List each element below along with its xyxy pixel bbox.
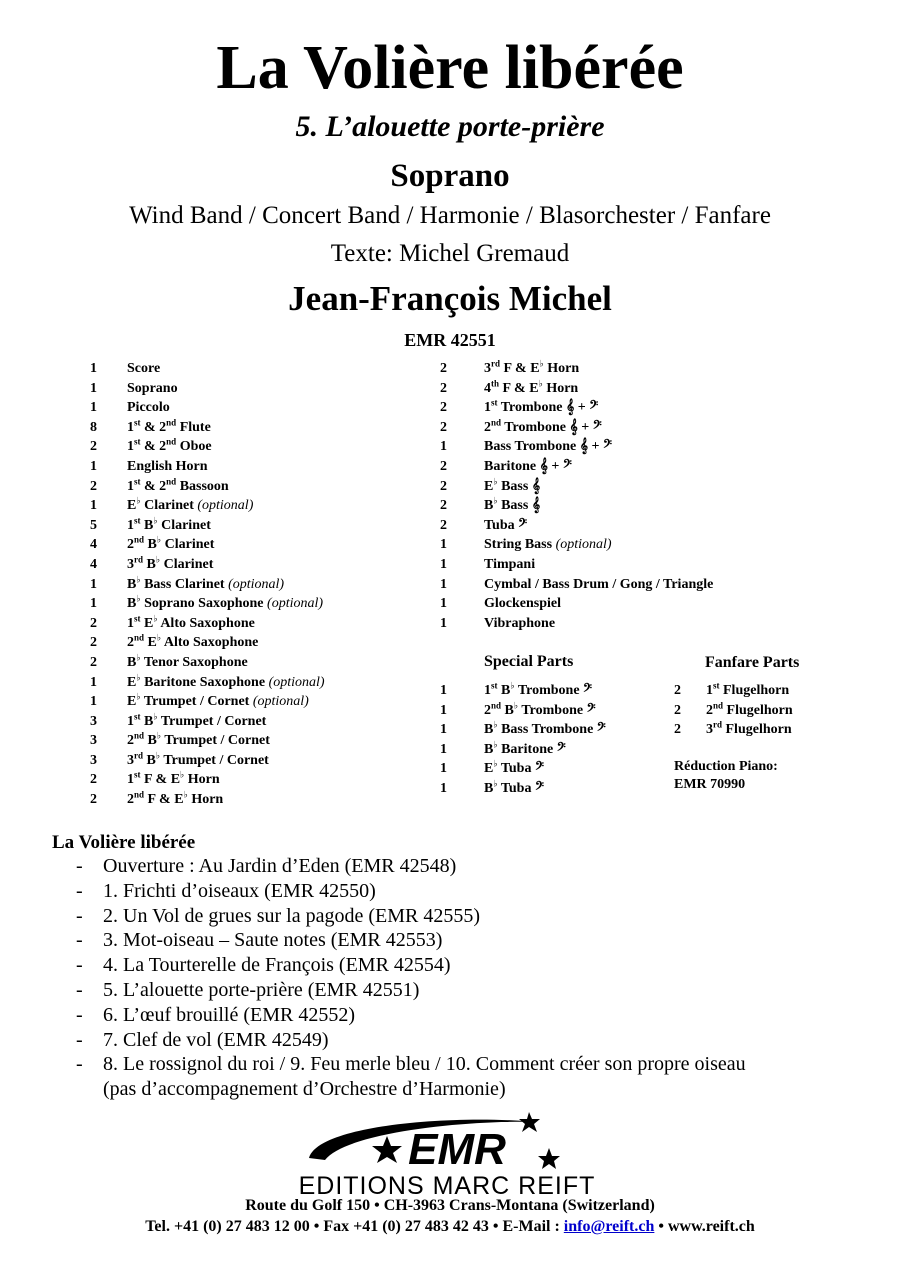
list-dash: - [76, 879, 83, 902]
part-quantity: 2 [674, 683, 681, 698]
part-quantity: 2 [440, 419, 447, 435]
part-name: Soprano [390, 158, 510, 194]
part-quantity: 2 [90, 772, 97, 788]
page-title: La Volière libérée [216, 34, 684, 102]
instrument-name: B♭ Bass 𝄞 [484, 495, 541, 514]
instrument-name: Tuba 𝄢 [484, 517, 528, 533]
composer: Jean-François Michel [288, 279, 612, 318]
part-quantity: 1 [440, 761, 447, 777]
instrument-name: E♭ Clarinet (optional) [127, 495, 254, 514]
instrument-name: String Bass (optional) [484, 537, 612, 553]
series-item-text: 5. L’alouette porte-prière (EMR 42551) [103, 978, 420, 1001]
part-quantity: 2 [90, 792, 97, 808]
part-quantity: 1 [440, 537, 447, 553]
part-quantity: 2 [674, 722, 681, 738]
phone-fax: Tel. +41 (0) 27 483 12 00 • Fax +41 (0) 27 483 42 43 • E-Mail : [145, 1218, 564, 1235]
instrument-name: B♭ Bass Trombone 𝄢 [484, 719, 606, 738]
instrument-name: 1st B♭ Trombone 𝄢 [484, 680, 593, 698]
instrument-name: 3rd F & E♭ Horn [484, 358, 580, 376]
instrument-name: 4th F & E♭ Horn [484, 377, 579, 396]
instrument-name: 1st B♭ Trumpet / Cornet [127, 711, 267, 729]
part-quantity: 1 [440, 596, 447, 612]
series-title: La Volière libérée [52, 832, 196, 853]
part-quantity: 4 [90, 537, 97, 553]
part-quantity: 2 [90, 635, 97, 651]
movement-subtitle: 5. L’alouette porte-prière [295, 110, 605, 143]
instrument-name: B♭ Soprano Saxophone (optional) [127, 593, 324, 612]
part-quantity: 1 [90, 400, 97, 416]
part-quantity: 1 [440, 702, 447, 718]
instrument-name: 1st & 2nd Oboe [127, 436, 212, 455]
instrument-name: B♭ Tuba 𝄢 [484, 778, 544, 796]
website: • www.reift.ch [654, 1218, 755, 1235]
part-quantity: 4 [90, 556, 97, 572]
instrument-name: Soprano [127, 380, 178, 396]
instrument-name: 2nd Flugelhorn [706, 699, 793, 718]
instrument-name: E♭ Baritone Saxophone (optional) [127, 671, 325, 690]
list-dash: - [76, 1053, 83, 1076]
list-dash: - [76, 978, 83, 1001]
fanfare-parts-heading: Fanfare Parts [705, 654, 800, 671]
logo-star-icon [538, 1148, 560, 1169]
instrument-name: 1st F & E♭ Horn [127, 769, 220, 788]
part-quantity: 3 [90, 733, 97, 749]
instrument-name: B♭ Tenor Saxophone [127, 652, 248, 670]
part-quantity: 2 [440, 361, 447, 376]
publisher-contact [0, 1217, 900, 1237]
series-item-text: 8. Le rossignol du roi / 9. Feu merle bleu / 10. Comment créer son propre oiseau [103, 1053, 746, 1076]
instrument-name: E♭ Trumpet / Cornet (optional) [127, 691, 309, 710]
part-quantity: 2 [440, 400, 447, 416]
part-quantity: 1 [440, 615, 447, 631]
part-quantity: 1 [90, 458, 97, 474]
part-quantity: 3 [90, 752, 97, 768]
instrument-name: Timpani [484, 556, 536, 572]
part-quantity: 5 [90, 517, 97, 533]
part-quantity: 2 [440, 458, 447, 474]
logo-emr-text: EMR [408, 1125, 506, 1174]
part-quantity: 1 [90, 674, 97, 690]
publisher-name: EDITIONS MARC REIFT [298, 1172, 596, 1198]
series-item-text: 7. Clef de vol (EMR 42549) [103, 1028, 329, 1051]
instrument-name: Baritone 𝄞 + 𝄢 [484, 458, 572, 474]
instrument-name: 2nd E♭ Alto Saxophone [127, 632, 259, 651]
instrument-name: 1st B♭ Clarinet [127, 515, 211, 533]
instrument-name: 2nd B♭ Trumpet / Cornet [127, 730, 270, 749]
instrument-name: 2nd B♭ Trombone 𝄢 [484, 699, 596, 718]
instrument-name: E♭ Bass 𝄞 [484, 475, 541, 494]
part-quantity: 2 [440, 517, 447, 533]
instrument-name: 1st & 2nd Flute [127, 417, 211, 435]
part-quantity: 1 [440, 556, 447, 572]
instrument-name: Glockenspiel [484, 596, 562, 612]
part-quantity: 1 [440, 683, 447, 698]
instrument-name: 1st E♭ Alto Saxophone [127, 613, 255, 631]
list-dash: - [76, 904, 83, 927]
instrument-name: B♭ Baritone 𝄢 [484, 739, 566, 757]
part-quantity: 1 [440, 439, 447, 455]
piano-reduction-number: EMR 70990 [674, 777, 746, 792]
instrument-name: 3rd B♭ Clarinet [127, 554, 214, 572]
instrument-name: 2nd F & E♭ Horn [127, 789, 224, 808]
part-quantity: 1 [440, 741, 447, 757]
part-quantity: 1 [90, 694, 97, 710]
list-dash: - [76, 929, 83, 952]
instrument-name: E♭ Tuba 𝄢 [484, 758, 544, 777]
instrument-name: 3rd B♭ Trumpet / Cornet [127, 750, 269, 768]
series-item-text: 3. Mot-oiseau – Saute notes (EMR 42553) [103, 929, 443, 952]
part-quantity: 2 [90, 478, 97, 494]
part-quantity: 1 [440, 780, 447, 796]
list-dash: - [76, 1003, 83, 1026]
part-quantity: 1 [90, 380, 97, 396]
series-item-text: 4. La Tourterelle de François (EMR 42554) [103, 954, 451, 977]
part-quantity: 2 [90, 654, 97, 670]
instrument-name: 1st & 2nd Bassoon [127, 475, 229, 494]
part-quantity: 1 [440, 576, 447, 592]
part-quantity: 2 [674, 702, 681, 718]
instrument-name: 2nd B♭ Clarinet [127, 534, 215, 553]
part-quantity: 2 [440, 478, 447, 494]
instrument-name: 3rd Flugelhorn [706, 719, 792, 738]
instrument-name: 1st Flugelhorn [706, 680, 790, 698]
piano-reduction-label: Réduction Piano: [674, 759, 778, 774]
emr-logo [247, 1106, 647, 1198]
instrument-name: Vibraphone [484, 615, 556, 631]
series-note-text: (pas d’accompagnement d’Orchestre d’Harmonie) [103, 1078, 506, 1101]
series-item-text: 6. L’œuf brouillé (EMR 42552) [103, 1003, 356, 1026]
instrument-name: B♭ Bass Clarinet (optional) [127, 573, 285, 592]
series-item-text: Ouverture : Au Jardin d’Eden (EMR 42548) [103, 855, 457, 877]
list-dash: - [76, 855, 83, 877]
part-quantity: 2 [440, 380, 447, 396]
list-dash: - [76, 954, 83, 977]
list-dash: - [76, 1028, 83, 1051]
part-quantity: 2 [440, 498, 447, 514]
publisher-address: Route du Golf 150 • CH-3963 Crans-Montana (Switzerland) [245, 1197, 655, 1214]
part-quantity: 1 [90, 576, 97, 592]
instrument-name: 1st Trombone 𝄞 + 𝄢 [484, 397, 599, 416]
logo-star-icon [519, 1112, 540, 1132]
series-item-text: 1. Frichti d’oiseaux (EMR 42550) [103, 879, 376, 902]
series-item-text: 2. Un Vol de grues sur la pagode (EMR 42555) [103, 904, 480, 927]
instrument-name: Bass Trombone 𝄞 + 𝄢 [484, 439, 612, 455]
part-quantity: 1 [90, 596, 97, 612]
ensemble-types: Wind Band / Concert Band / Harmonie / Blasorchester / Fanfare [129, 202, 771, 229]
lyricist: Texte: Michel Gremaud [330, 240, 570, 267]
part-quantity: 2 [90, 615, 97, 631]
part-quantity: 1 [90, 498, 97, 514]
instrument-name: Cymbal / Bass Drum / Gong / Triangle [484, 576, 714, 592]
instrument-name: Piccolo [127, 400, 170, 416]
part-quantity: 8 [90, 419, 97, 435]
special-parts-heading: Special Parts [484, 653, 574, 670]
catalog-number: EMR 42551 [404, 330, 496, 350]
instrument-name: English Horn [127, 458, 208, 474]
logo-star-icon [372, 1136, 402, 1163]
instrument-name: Score [127, 361, 161, 376]
instrument-name: 2nd Trombone 𝄞 + 𝄢 [484, 417, 602, 435]
email-link[interactable]: info@reift.ch [563, 1218, 655, 1235]
part-quantity: 2 [90, 439, 97, 455]
part-quantity: 3 [90, 713, 97, 729]
part-quantity: 1 [90, 361, 97, 376]
part-quantity: 1 [440, 722, 447, 738]
